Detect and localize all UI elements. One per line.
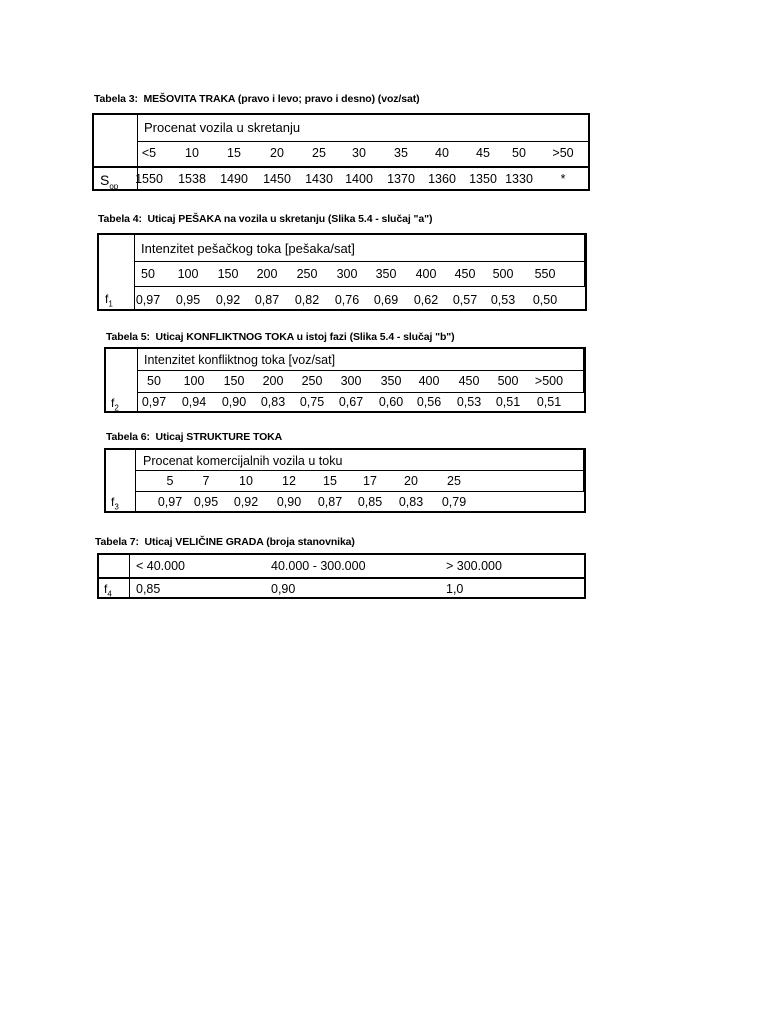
table3-val-3: 1450 (263, 172, 291, 186)
table5-val-1: 0,94 (181, 395, 207, 409)
table3-val-9: 1330 (505, 172, 533, 186)
table5-col-3: 200 (262, 374, 284, 388)
table5-col-6: 350 (380, 374, 402, 388)
table4 (97, 233, 587, 311)
table5-col-10: >500 (534, 374, 564, 388)
table5-val-2: 0,90 (221, 395, 247, 409)
table3-caption-label: Tabela 3: (94, 93, 138, 105)
table4-val-2: 0,92 (215, 293, 241, 307)
table3-caption (94, 93, 420, 105)
table6-val-5: 0,85 (357, 495, 383, 509)
table4-caption-title: Uticaj PEŠAKA (147, 213, 222, 225)
table4-col-2: 150 (217, 267, 239, 281)
table6-header: Procenat komercijalnih vozila u toku (143, 454, 343, 468)
table3-caption-rest: (pravo i levo; pravo i desno) (voz/sat) (237, 93, 420, 105)
table5-caption-title: Uticaj KONFLIKTNOG TOKA (155, 331, 294, 343)
table6-val-7: 0,79 (441, 495, 467, 509)
table5-val-3: 0,83 (260, 395, 286, 409)
table4-caption (98, 213, 432, 225)
table7-caption (95, 536, 355, 548)
table6 (104, 448, 586, 513)
table7-caption-title: Uticaj VELIČINE GRADA (144, 536, 264, 548)
table4-val-4: 0,82 (294, 293, 320, 307)
table7-col-0: < 40.000 (136, 559, 186, 573)
table5-col-0: 50 (147, 374, 161, 388)
table4-val-5: 0,76 (334, 293, 360, 307)
table6-val-0: 0,97 (157, 495, 183, 509)
table4-caption-label: Tabela 4: (98, 213, 142, 225)
table6-caption (106, 431, 282, 443)
table4-col-7: 400 (415, 267, 437, 281)
table6-val-4: 0,87 (317, 495, 343, 509)
table6-val-6: 0,83 (398, 495, 424, 509)
table5-row-label: $f_2$ (111, 396, 119, 413)
table6-caption-label: Tabela 6: (106, 431, 150, 443)
table4-val-1: 0,95 (175, 293, 201, 307)
table6-col-1: 7 (202, 474, 210, 488)
table6-col-5: 17 (363, 474, 377, 488)
table3-col-2: 15 (227, 146, 241, 160)
table4-col-8: 450 (454, 267, 476, 281)
table3-col-7: 40 (435, 146, 449, 160)
table3-val-0: 1550 (135, 172, 163, 186)
table3-val-1: 1538 (178, 172, 206, 186)
table4-col-4: 250 (296, 267, 318, 281)
table5-col-2: 150 (223, 374, 245, 388)
table3-val-2: 1490 (220, 172, 248, 186)
table5-caption-label: Tabela 5: (106, 331, 150, 343)
table3-col-8: 45 (476, 146, 490, 160)
table5-val-0: 0,97 (141, 395, 167, 409)
table7-col-2: > 300.000 (446, 559, 502, 573)
table3-val-6: 1370 (387, 172, 415, 186)
table3-col-0: <5 (141, 146, 157, 160)
table6-val-1: 0,95 (193, 495, 219, 509)
table3-col-4: 25 (312, 146, 326, 160)
table3-val-10: * (560, 172, 566, 186)
table3-val-8: 1350 (469, 172, 497, 186)
table4-val-3: 0,87 (254, 293, 280, 307)
table6-col-0: 5 (166, 474, 174, 488)
table5-val-4: 0,75 (299, 395, 325, 409)
table4-col-0: 50 (141, 267, 155, 281)
table5-col-7: 400 (418, 374, 440, 388)
table5 (104, 347, 586, 413)
table5-header: Intenzitet konfliktnog toka [voz/sat] (144, 353, 336, 367)
table5-val-8: 0,53 (456, 395, 482, 409)
table6-row-label: $f_3$ (111, 495, 119, 512)
table6-col-2: 10 (239, 474, 253, 488)
table6-caption-title: Uticaj STRUKTURE TOKA (155, 431, 283, 443)
table4-val-9: 0,53 (490, 293, 516, 307)
table3-col-3: 20 (270, 146, 284, 160)
table3-col-6: 35 (394, 146, 408, 160)
table4-col-1: 100 (177, 267, 199, 281)
table3-val-5: 1400 (345, 172, 373, 186)
table3-col-5: 30 (352, 146, 366, 160)
table3-col-9: 50 (512, 146, 526, 160)
table4-val-8: 0,57 (452, 293, 478, 307)
table7-val-0: 0,85 (136, 582, 161, 596)
table5-val-10: 0,51 (536, 395, 562, 409)
table4-val-6: 0,69 (373, 293, 399, 307)
table7-caption-rest: (broja stanovnika) (266, 536, 355, 548)
table6-col-7: 25 (447, 474, 461, 488)
table4-caption-rest: na vozila u skretanju (Slika 5.4 - slučaj "a") (223, 213, 433, 225)
table3-header: Procenat vozila u skretanju (144, 120, 301, 135)
table5-col-8: 450 (458, 374, 480, 388)
table3-col-1: 10 (185, 146, 199, 160)
table5-col-1: 100 (183, 374, 205, 388)
table7-row-label: $f_4$ (104, 582, 112, 599)
table6-val-2: 0,92 (233, 495, 259, 509)
table6-val-3: 0,90 (276, 495, 302, 509)
table4-header: Intenzitet pešačkog toka [pešaka/sat] (141, 241, 355, 256)
table3-col-10: >50 (552, 146, 574, 160)
table5-val-7: 0,56 (416, 395, 442, 409)
table6-col-3: 12 (282, 474, 296, 488)
table5-caption-rest: u istoj fazi (Slika 5.4 - slučaj "b") (296, 331, 455, 343)
table5-col-5: 300 (340, 374, 362, 388)
table4-col-3: 200 (256, 267, 278, 281)
table3-caption-title: MEŠOVITA TRAKA (143, 93, 236, 105)
table4-col-9: 500 (492, 267, 514, 281)
table3-val-4: 1430 (305, 172, 333, 186)
table7-col-1: 40.000 - 300.000 (271, 559, 366, 573)
table7-val-1: 0,90 (271, 582, 296, 596)
table4-val-7: 0,62 (413, 293, 439, 307)
table5-val-5: 0,67 (338, 395, 364, 409)
table5-col-4: 250 (301, 374, 323, 388)
table4-val-0: 0,97 (135, 293, 161, 307)
table4-val-10: 0,50 (532, 293, 558, 307)
table4-col-5: 300 (336, 267, 358, 281)
table5-caption (106, 331, 455, 343)
table5-val-9: 0,51 (495, 395, 521, 409)
table4-col-6: 350 (375, 267, 397, 281)
table3 (92, 113, 590, 191)
table7 (97, 553, 586, 599)
table7-caption-label: Tabela 7: (95, 536, 139, 548)
table7-val-2: 1,0 (446, 582, 464, 596)
table4-row-label: $f_1$ (105, 292, 113, 309)
table3-row-label: $S_{op}$ (100, 172, 119, 191)
table5-val-6: 0,60 (378, 395, 404, 409)
table3-val-7: 1360 (428, 172, 456, 186)
table5-col-9: 500 (497, 374, 519, 388)
table6-col-4: 15 (323, 474, 337, 488)
table4-col-10: 550 (534, 267, 556, 281)
table6-col-6: 20 (404, 474, 418, 488)
